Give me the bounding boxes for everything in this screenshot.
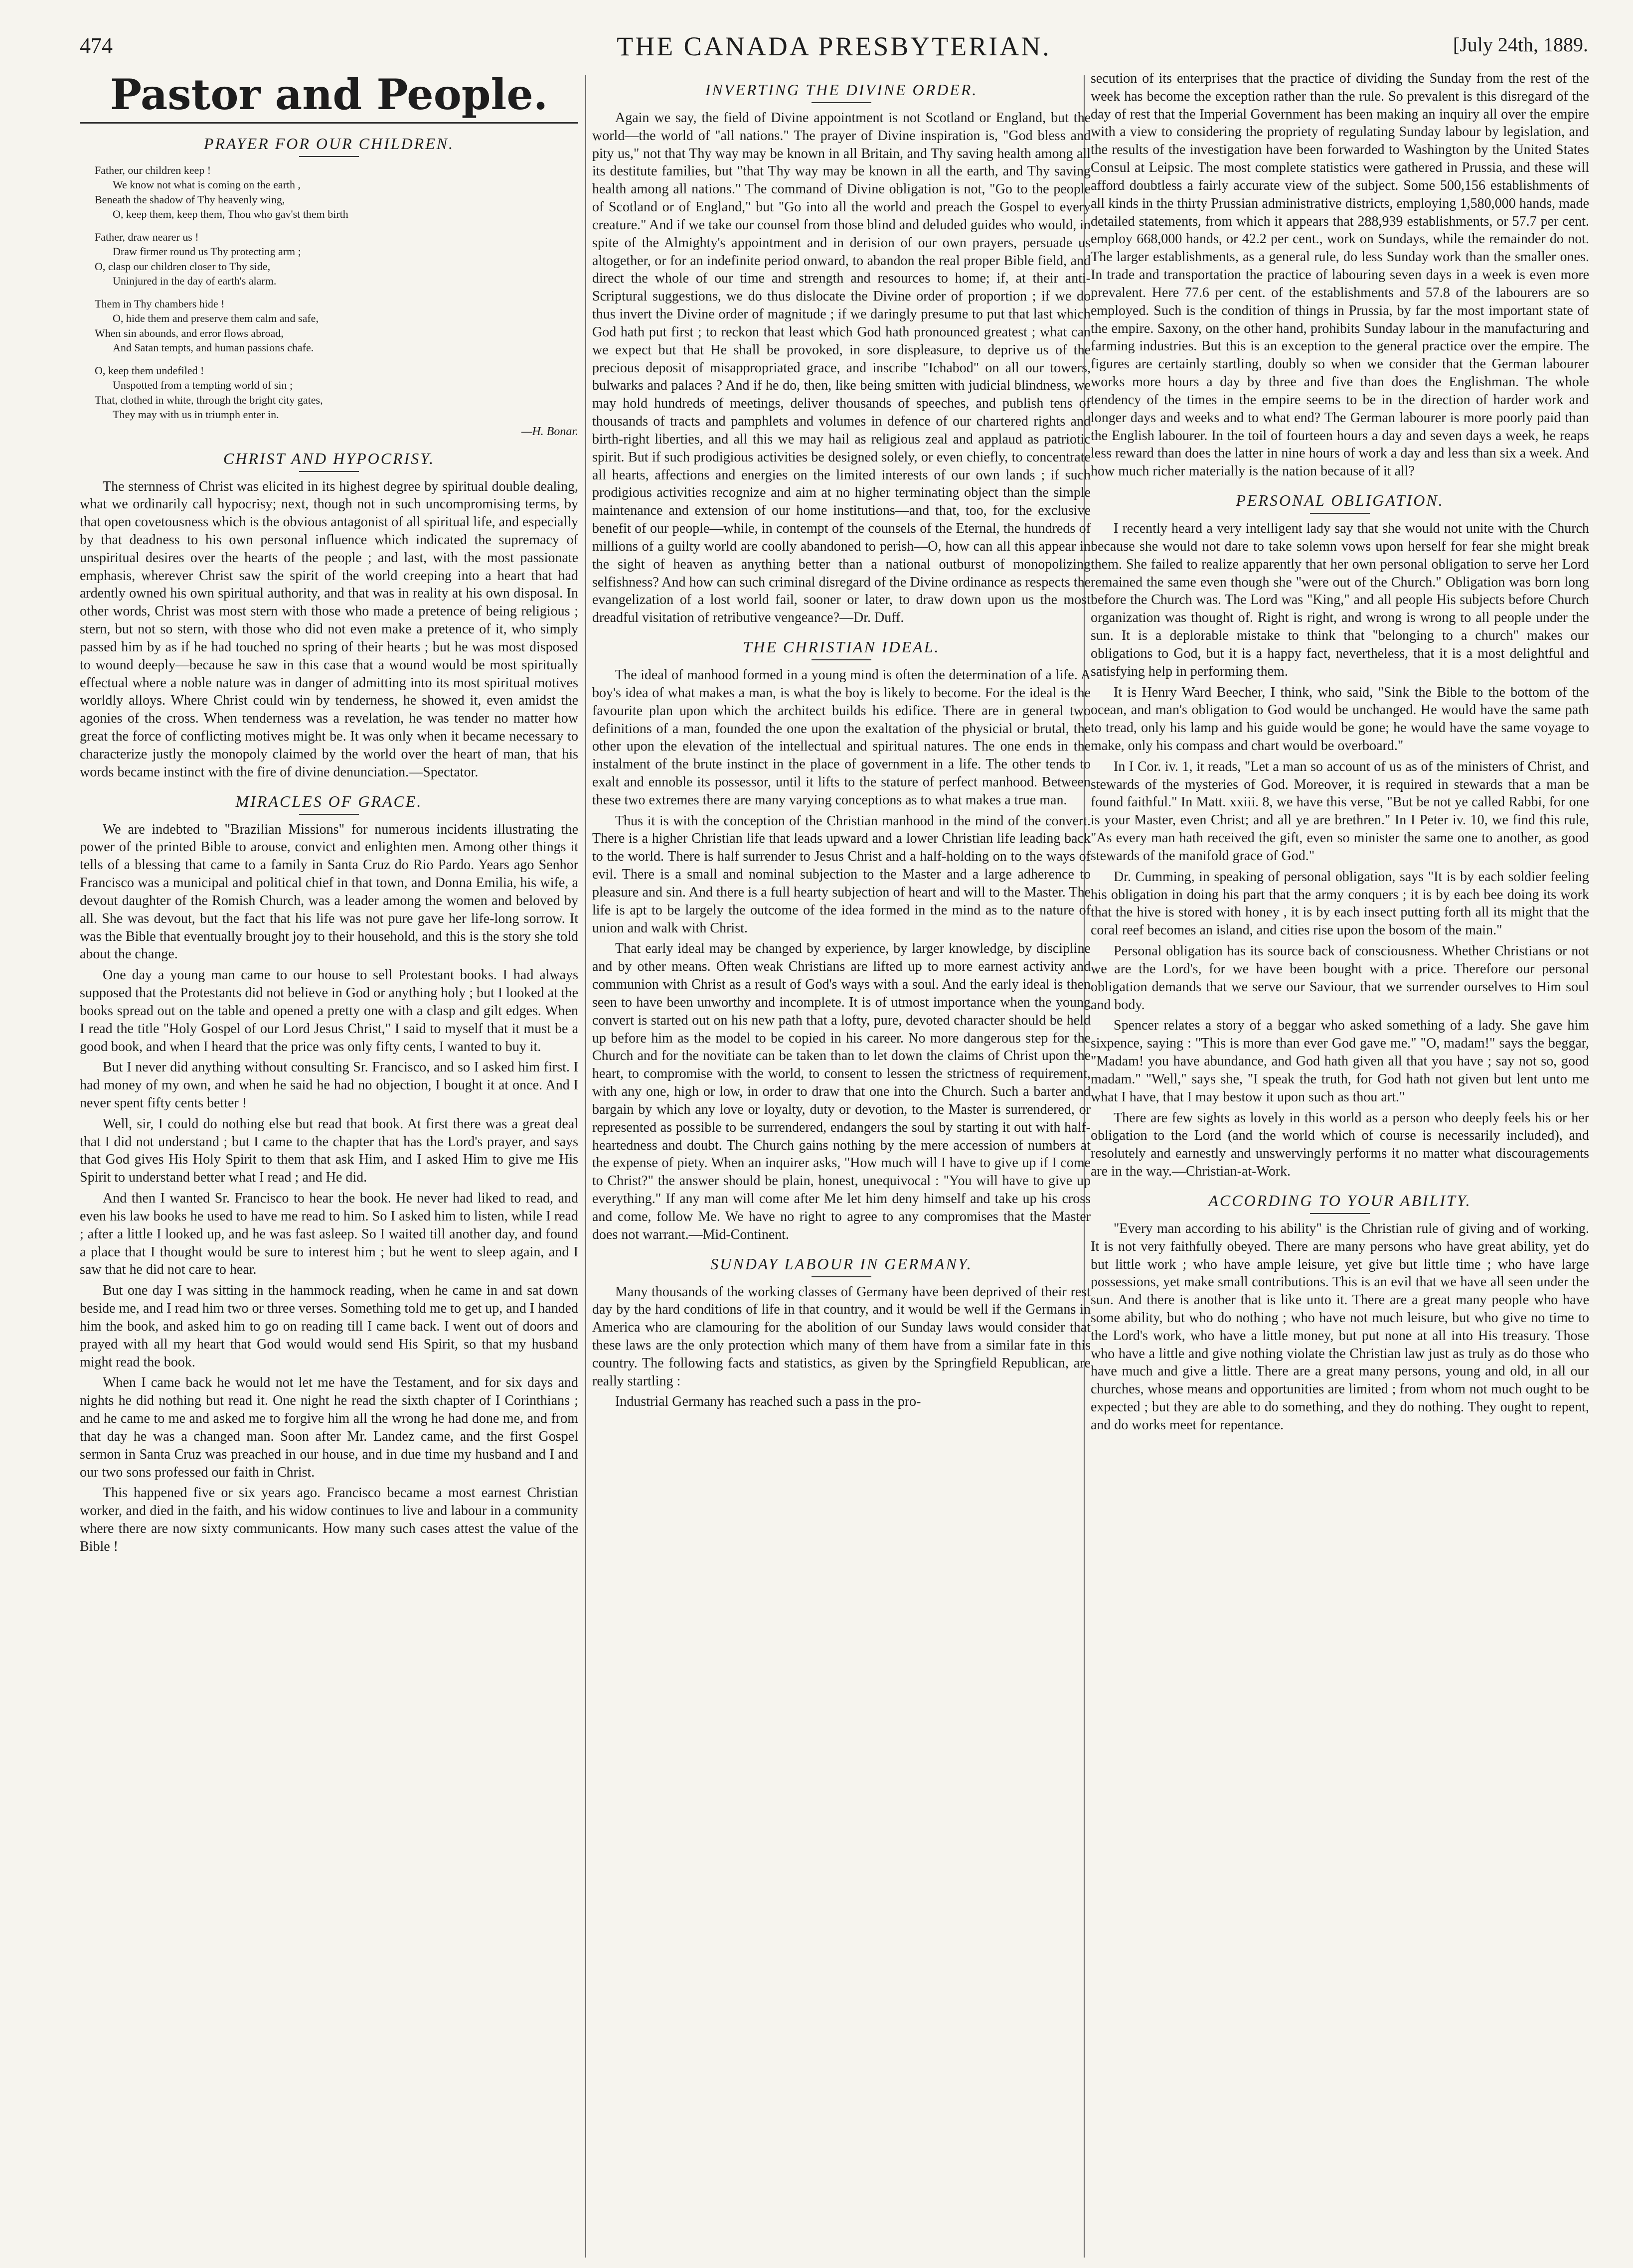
poem-stanza	[95, 163, 578, 222]
poem-line: O, keep them, keep them, Thou who gav'st them birth	[113, 208, 348, 221]
article-paragraph: I recently heard a very intelligent lady say that she would not unite with the Church because she would not dare to take solemn vows upon herself for fear she might break them. She failed to realize apparently that her own personal obligation to serve her Lord remained the same even though she "were out of the Church." Obligation was born long before the Church was. The Lord was "King," and all people His subjects before Church organization was thought of. Right is right, and wrong is wrong to all people under the sun. It is a deplorable mistake to think that "belonging to a church" makes our obligations to God, but it is a happy fact, nevertheless, that it is a most delightful and satisfying help in performing them.	[1091, 521, 1589, 679]
article-paragraph: One day a young man came to our house to sell Protestant books. I had always supposed that the Protestants did not believe in God or anything holy ; but I looked at the books spread out on the table and opened a pretty one with a clasp and gilt edges. When I read the title "Holy Gospel of our Lord Jesus Christ," I said to myself that it must be a good book, and when I heard that the price was only fifty cents, I wanted to buy it.	[80, 967, 578, 1055]
article-paragraph: When I came back he would not let me have the Testament, and for six days and nights he did nothing but read it. One night he read the sixth chapter of I Corinthians ; and he came to me and asked me to forgive him all the wrong he had done me, and from that day he was a changed man. Soon after Mr. Landez came, and the first Gospel sermon in Santa Cruz was preached in our house, and in due time my husband and I and our two sons professed our faith in Christ.	[80, 1375, 578, 1480]
heading-rule	[812, 659, 871, 660]
heading-rule	[299, 156, 359, 157]
article-paragraph: The sternness of Christ was elicited in its highest degree by spiritual double dealing, what we ordinarily call hypocrisy; next, though not in such uncompromising terms, by that open covetousness which is the obvious antagonist of all spiritual life, and especially by that deadness to his own personal influence which indicated the supremacy of unspiritual desires over the hearts of the people ; and last, with the most passionate emphasis, wherever Christ saw the spirit of the world creeping into a heart that had ardently owned his own spiritual authority, and that was in reality at his own disposal. In other words, Christ was most stern with those who made a pretence of being religious ; stern, but not so stern, with those who did not even make a pretence of it, who simply passed him by as if he had touched no spring of their hearts ; but he was most disposed to wound deeply—because he saw in this case that a wound would be most spiritually effectual where a noble nature was in danger of admitting into its most spiritual motives worldly alloys. Where Christ could win by tenderness, he showed it, even amidst the agonies of the cross. When tenderness was a revelation, he was tender no matter how great the force of conflicting motives might be. It was only when it became necessary to characterize justly the monopoly claimed by the world over the heart of man, that his words became instinct with the fire of divine denunciation.—Spectator.	[80, 478, 578, 780]
article-heading: ACCORDING TO YOUR ABILITY.	[1208, 1191, 1471, 1210]
poem-stanza	[95, 230, 578, 289]
poem-line: They may with us in triumph enter in.	[113, 408, 279, 421]
article-paragraph: Industrial Germany has reached such a pass in the pro-	[615, 1394, 921, 1410]
poem-line: Father, draw nearer us !	[95, 230, 199, 243]
poem-line: O, clasp our children closer to Thy side,	[95, 260, 271, 273]
heading-rule	[812, 102, 871, 103]
article-paragraph: The ideal of manhood formed in a young mind is often the determination of a life. A boy's idea of what makes a man, is what the boy is likely to become. For the ideal is the favourite plan upon which the architect builds his edifice. There are in general two definitions of a man, founded the one upon the exaltation of the physicial or brutal, the other upon the elevation of the intellectual and spiritual natures. The one ends in the instalment of the brute instinct in the place of government in a life. The other tends to exalt and ennoble its possessor, until it lifts to the stature of perfect manhood. Between these two extremes there are many varying conceptions as to what makes a true man.	[592, 667, 1091, 808]
article-heading: MIRACLES OF GRACE.	[235, 792, 423, 810]
issue-date: [July 24th, 1889.	[1453, 33, 1588, 56]
article-paragraph: Thus it is with the conception of the Christian manhood in the mind of the convert. There is a higher Christian life that leads upward and a lower Christian life leading back to the world. There is half surrender to Jesus Christ and a half-holding on to the ways of evil. There is a small and nominal subjection to the Master and a large adherence to pleasure and sin. And there is a full hearty subjection of heart and will to the Master. The life is apt to be largely the outcome of the idea formed in the mind as to the nature of union and walk with Christ.	[592, 813, 1091, 936]
poem-line: Father, our children keep !	[95, 164, 211, 176]
article-paragraph: But one day I was sitting in the hammock reading, when he came in and sat down beside me, and I read him two or three verses. Something told me to get up, and I handed him the book, and asked him to go on reading till I came back. I went out of doors and prayed with all my heart that God would would send His Spirit, so that my husband might read the book.	[80, 1283, 578, 1370]
poem-line: Beneath the shadow of Thy heavenly wing,	[95, 193, 285, 206]
column-2	[592, 70, 1091, 2258]
article-paragraph: Spencer relates a story of a beggar who asked something of a lady. She gave him sixpence, saying : "This is more than ever God gave me." "O, madam!" says the beggar, "Madam! you have abundance, and God hath given all that you have ; say not so, good madam." "Well," says she, "I speak the truth, for God hath not given but lent unto me what I have, that I may bestow it upon such as thou art."	[1091, 1018, 1589, 1105]
article-paragraph: Well, sir, I could do nothing else but read that book. At first there was a great deal that I did not understand ; but I came to the chapter that has the Lord's prayer, and says that God gives His Holy Spirit to them that ask Him, and I asked Him to give me His Spirit to understand better what I read ; and He did.	[80, 1116, 578, 1186]
poem-line: O, keep them undefiled !	[95, 364, 204, 377]
page-number: 474	[80, 33, 113, 58]
poem-line: When sin abounds, and error flows abroad,	[95, 326, 284, 339]
article-heading: CHRIST AND HYPOCRISY.	[223, 449, 435, 467]
article-paragraph: Personal obligation has its source back of consciousness. Whether Christians or not we are the Lord's, for we have been bought with a price. Therefore our personal obligation demands that we serve our Saviour, that we surrender ourselves to Him soul and body.	[1091, 943, 1589, 1013]
article-heading: THE CHRISTIAN IDEAL.	[743, 638, 940, 656]
newspaper-title: THE CANADA PRESBYTERIAN.	[617, 31, 1051, 61]
poem-line: Uninjured in the day of earth's alarm.	[113, 275, 277, 288]
poem-line: That, clothed in white, through the bright city gates,	[95, 393, 323, 406]
article-heading: SUNDAY LABOUR IN GERMANY.	[710, 1254, 973, 1273]
article-paragraph: Again we say, the field of Divine appointment is not Scotland or England, but the world—the world of "all nations." The prayer of Divine inspiration is, "God bless and pity us," not that Thy way may be known in all Britain, and Thy saving health among all its destitute families, but "that Thy way may be known in all the earth, and Thy saving health among all nations." The command of Divine obligation is not, "Go to the people of Scotland or of England," but "Go into all the world and preach the Gospel to every creature." And if we take our counsel from those blind and deluded guides who would, in spite of the Almighty's appointment and in derision of our own prayers, persuade us altogether, or for an indefinite period onward, to abandon the real proper Bible field, and direct the whole of our time and strength and resources to home; if, at their anti-Scriptural suggestions, we do thus dislocate the Divine order of proportion ; if we do thus invert the Divine order of magnitude ; if we daringly presume to put that last which God hath put first ; to reckon that least which God hath pronounced greatest ; what can we expect but that He shall be provoked, in sore displeasure, to deprive us of the precious deposit of misappropriated grace, and inscribe "Ichabod" on all our towers, bulwarks and palaces ? And if he do, then, like being smitten with judicial blindness, we may hold hundreds of meetings, deliver thousands of speeches, and publish tens of thousands of tracts and pamphlets and volumes in defence of our chartered rights and birth-right liberties, and all this we may hail as religious zeal and applaud as patriotic spirit. But if such prodigious activities be designed solely, or even chiefly, to concentrate all hearts, affections and energies on the limited interests of our own lands ; if such prodigious activities recognize and aim at no higher terminating object than the simple maintenance and extension of our home institutions—and that, too, for the exclusive benefit of our people—while, in contempt of the counsels of the Eternal, the hundreds of millions of a guilty world are coolly abandoned to perish—O, how can all this appear in the sight of heaven as anything better than a national outburst of monopolizing selfishness? And how can such criminal disregard of the Divine ordinance as respects the evangelization of a lost world fail, sooner or later, to draw down upon us the most dreadful visitation of retributive vengeance?—Dr. Duff.	[592, 110, 1091, 626]
article-paragraph: In I Cor. iv. 1, it reads, "Let a man so account of us as of the ministers of Christ, and stewards of the mysteries of God. Moreover, it is required in stewards that a man be found faithful." In Matt. xxiii. 8, we have this verse, "But be not ye called Rabbi, for one is your Master, even Christ; and all ye are brethren." In I Peter iv. 10, we find this rule, "As every man hath received the gift, even so minister the same one to another, as good stewards of the manifold grace of God."	[1091, 758, 1589, 864]
heading-rule	[812, 1276, 871, 1277]
poem-line: And Satan tempts, and human passions chafe.	[113, 341, 314, 354]
poem-stanza	[95, 363, 578, 422]
heading-rule	[299, 814, 359, 815]
column-rule	[585, 75, 586, 2258]
article-paragraph: That early ideal may be changed by experience, by larger knowledge, by discipline and by other means. Often weak Christians are lifted up to more earnest activity and communion with Christ as a result of God's ways with a soul. And the early ideal is then seen to have been unworthy and incomplete. It is of utmost importance when the young convert is started out on his new path that a lofty, pure, devoted character should be held up before him as the model to be copied in his career. No more dangerous step for the Church and for the novitiate can be taken than to let down the claims of Christ upon the heart, to compromise with the world, to consent to lessen the strictness of requirement, with any one, high or low, in order to draw that one into the Church. Such a barter and bargain by which any love or loyalty, duty or devotion, to the Master is surrendered, or represented as possible to be surrendered, endangers the soul by starting it out with half-heartedness and doubt. The Church gains nothing by the mere accession of numbers at the expense of piety. When an inquirer asks, "How much will I have to give up if I come to Christ?" the answer should be plain, honest, unequivocal : "You will have to give up everything." If any man will come after Me let him deny himself and take up his cross and come, follow Me. We have no right to agree to any compromises that the Master does not warrant.—Mid-Continent.	[592, 941, 1091, 1242]
poem-line: Draw firmer round us Thy protecting arm ;	[113, 245, 301, 258]
poem-attribution: —H. Bonar.	[521, 425, 578, 438]
article-heading: PERSONAL OBLIGATION.	[1236, 491, 1444, 510]
poem	[95, 163, 578, 439]
article-paragraph: This happened five or six years ago. Francisco became a most earnest Christian worker, and died in the faith, and his widow continues to live and labour in a community where there are now sixty communicants. How many such cases attest the value of the Bible !	[80, 1485, 578, 1554]
article-paragraph: There are few sights as lovely in this world as a person who deeply feels his or her obligation to the Lord (and the world which of course is necessarily included), and resolutely and earnestly and unswervingly performs it no matter what discouragements are in the way.—Christian-at-Work.	[1091, 1110, 1589, 1180]
poem-line: We know not what is coming on the earth ,	[113, 178, 301, 191]
poem-line: Unspotted from a tempting world of sin ;	[113, 379, 293, 392]
poem-line: Them in Thy chambers hide !	[95, 297, 225, 310]
article-paragraph: But I never did anything without consulting Sr. Francisco, and so I asked him first. I had money of my own, and when he said he had no objection, I bought it at once. And I never spent fifty cents better !	[80, 1059, 578, 1111]
column-3	[1091, 70, 1589, 2258]
poem-line: O, hide them and preserve them calm and safe,	[113, 312, 319, 325]
page-header	[80, 31, 1588, 71]
article-paragraph: We are indebted to "Brazilian Missions" for numerous incidents illustrating the power of the printed Bible to arouse, convict and enlighten men. Among other things it tells of a blessing that came to a family in Santa Cruz do Rio Pardo. Years ago Senhor Francisco was a municipal and political chief in that town, and Donna Emilia, his wife, a devout daughter of the Romish Church, was a leader among the women and beloved by all. She was devout, but the fact that his life was not pure gave her life-long sorrow. It was the Bible that eventually brought joy to their household, and this is the story she told about the change.	[80, 821, 578, 962]
article-paragraph: And then I wanted Sr. Francisco to hear the book. He never had liked to read, and even his law books he used to have me read to him. So I asked him to listen, while I read ; after a little I looked up, and he was fast asleep. So I waited till another day, and found a place that I thought would be sure to interest him ; but he went to sleep again, and I saw that he did not care to hear.	[80, 1191, 578, 1278]
article-heading: INVERTING THE DIVINE ORDER.	[705, 81, 978, 99]
article-paragraph: It is Henry Ward Beecher, I think, who said, "Sink the Bible to the bottom of the ocean, and man's obligation to God would be unchanged. He would have the same path to tread, only his lamp and his guide would be gone; he would have the same voyage to make, only his compass and chart would be overboard."	[1091, 684, 1589, 754]
article-heading: PRAYER FOR OUR CHILDREN.	[203, 135, 455, 152]
article-paragraph: secution of its enterprises that the practice of dividing the Sunday from the rest of the week has become the exception rather than the rule. So prevalent is this disregard of the day of rest that the Imperial Government has been making an inquiry all over the empire with a view to considering the propriety of regulating Sunday labour by legislation, and the results of the investigation have been forwarded to Washington by the United States Consul at Leipsic. The most complete statistics were gathered in Prussia, and these will afford doubtless a fairly accurate view of the subject. Some 500,156 establishments of all kinds in the thirty Prussian administrative districts, employing 1,580,000 hands, made detailed statements, from which it appears that 288,939 establishments, or 57.7 per cent. employ 668,000 hands, or 42.2 per cent., work on Sundays, while the remainder do not. The larger establishments, as a general rule, do less Sunday work than the smaller ones. In trade and transportation the practice of labouring seven days in a week is even more prevalent. Here 77.6 per cent. of the establishments and 57.8 of the labourers are so employed. Such is the condition of things in Prussia, by far the most important state of the empire. Saxony, on the other hand, prohibits Sunday labour in the manufacturing and farming industries. But this is an exception to the general practice over the empire. The figures are certainly startling, doubly so when we consider that the German labourer works more hours a day by three and five than does the Englishman. The whole tendency of the times in the empire seems to be in the direction of harder work and longer days and weeks and to what end? The German labourer is more poorly paid than the English labourer. In the toil of fourteen hours a day and seven days a week, he reaps less reward than does the latter in nine hours of work a day and less than six a week. And how much richer materially is the nation because of it all?	[1091, 71, 1589, 479]
poem-stanza	[95, 297, 578, 355]
article-paragraph: "Every man according to his ability" is the Christian rule of giving and of working. It is not very faithfully obeyed. There are many persons who have great ability, yet do but little work ; who have ample leisure, yet give but little time ; who have large possessions, yet make small contributions. This is an evil that we have all seen under the sun. And there is another that is like unto it. There are a great many people who have some ability, but who do nothing ; who have not much leisure, but who give no time to the Lord's work, who have a little money, but put none at all into His treasury. Those who have a little and give nothing violate the Christian law just as truly as do those who have much and give a little. There are a great many persons, young and old, in all our churches, whose means and opportunities are limited ; from whom not much ought to be expected ; but they are able to do something, and they do nothing. They ought to repent, and do works meet for repentance.	[1091, 1220, 1589, 1433]
article-paragraph: Many thousands of the working classes of Germany have been deprived of their rest day by the hard conditions of life in that country, and it would be well if the Germans in America who are clamouring for the abolition of our Sunday laws would consider that these laws are the only protection which many of them have from a similar fate in this country. The following facts and statistics, as given by the Springfield Republican, are really startling :	[592, 1284, 1091, 1389]
heading-rule	[1310, 1213, 1370, 1214]
section-masthead: Pastor and People.	[80, 70, 578, 124]
article-paragraph: Dr. Cumming, in speaking of personal obligation, says "It is by each soldier feeling his obligation in doing his part that the army conquers ; it is by each bee doing its work that the hive is stored with honey , it is by each insect putting forth all its might that the coral reef becomes an island, and cities rise upon the bosom of the main."	[1091, 869, 1589, 938]
heading-rule	[1310, 513, 1370, 514]
heading-rule	[299, 471, 359, 472]
column-1	[80, 70, 578, 2258]
